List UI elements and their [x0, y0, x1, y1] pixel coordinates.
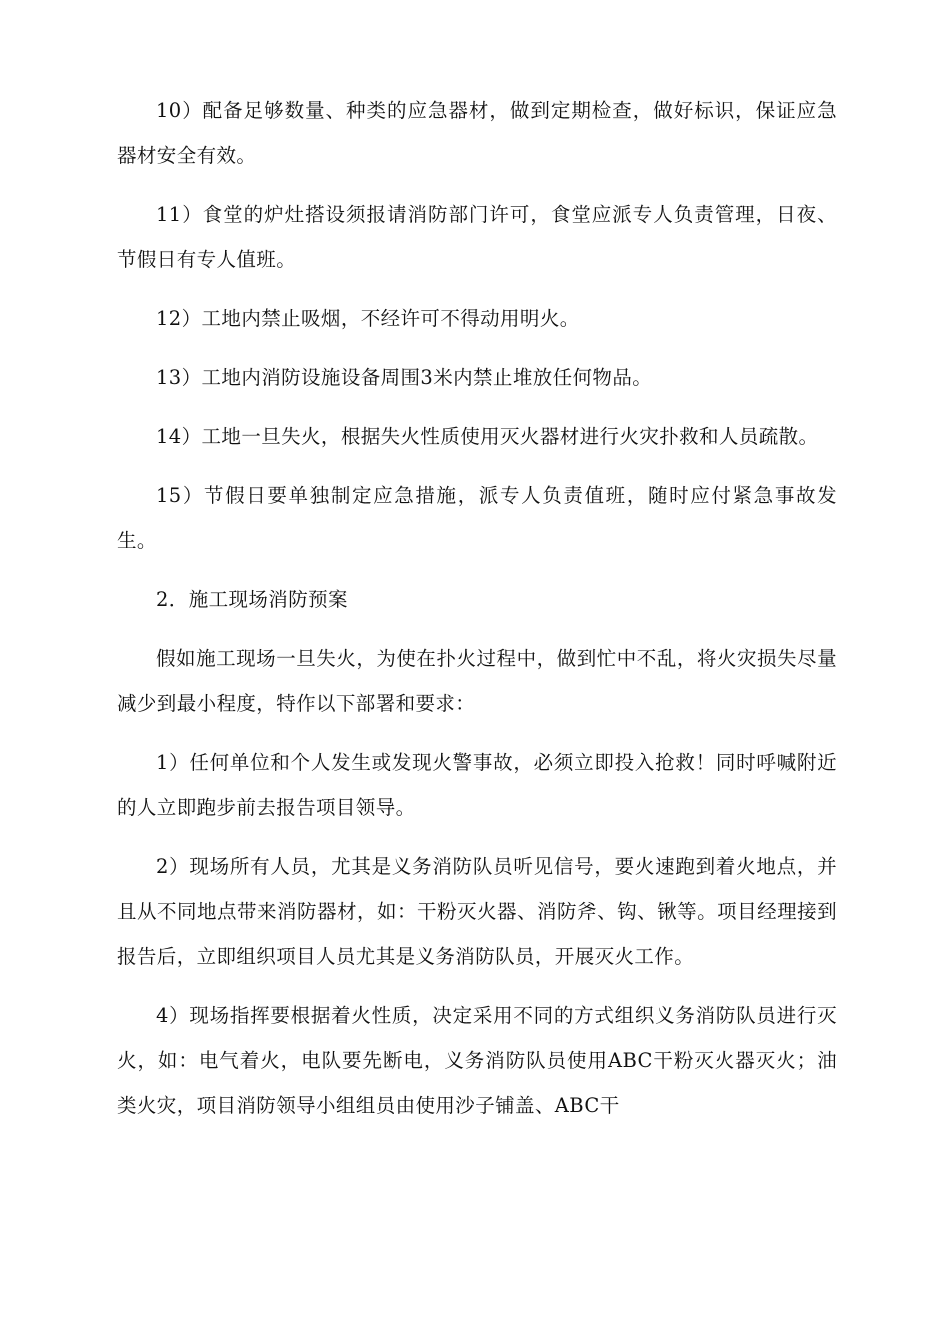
paragraph-step-2: 2）现场所有人员，尤其是义务消防队员听见信号，要火速跑到着火地点，并且从不同地点带来消防器材，如：干粉灭火器、消防斧、钩、锹等。项目经理接到报告后，立即组织项目人员尤其是义务消防队员，开展灭火工作。 [117, 855, 837, 968]
paragraph-item-11: 11）食堂的炉灶搭设须报请消防部门许可，食堂应派专人负责管理，日夜、节假日有专人值班。 [117, 203, 837, 271]
paragraph-item-10: 10）配备足够数量、种类的应急器材，做到定期检查，做好标识，保证应急器材安全有效。 [117, 99, 837, 167]
section-heading: 2．施工现场消防预案 [156, 588, 348, 611]
paragraph-item-14: 14）工地一旦失火，根据失火性质使用灭火器材进行火灾扑救和人员疏散。 [156, 425, 819, 448]
document-body [117, 88, 837, 1142]
paragraph-step-4: 4）现场指挥要根据着火性质，决定采用不同的方式组织义务消防队员进行灭火，如：电气着火，电队要先断电，义务消防队员使用ABC干粉灭火器灭火；油类火灾，项目消防领导小组组员由使用沙子铺盖、ABC干 [117, 1004, 837, 1117]
paragraph-item-13: 13）工地内消防设施设备周围3米内禁止堆放任何物品。 [156, 366, 653, 389]
paragraph-intro: 假如施工现场一旦失火，为使在扑火过程中，做到忙中不乱，将火灾损失尽量减少到最小程度，特作以下部署和要求： [117, 647, 837, 715]
paragraph-item-12: 12）工地内禁止吸烟，不经许可不得动用明火。 [156, 307, 580, 330]
paragraph-step-1: 1）任何单位和个人发生或发现火警事故，必须立即投入抢救！同时呼喊附近的人立即跑步前去报告项目领导。 [117, 751, 837, 819]
paragraph-item-15: 15）节假日要单独制定应急措施，派专人负责值班，随时应付紧急事故发生。 [117, 484, 837, 552]
